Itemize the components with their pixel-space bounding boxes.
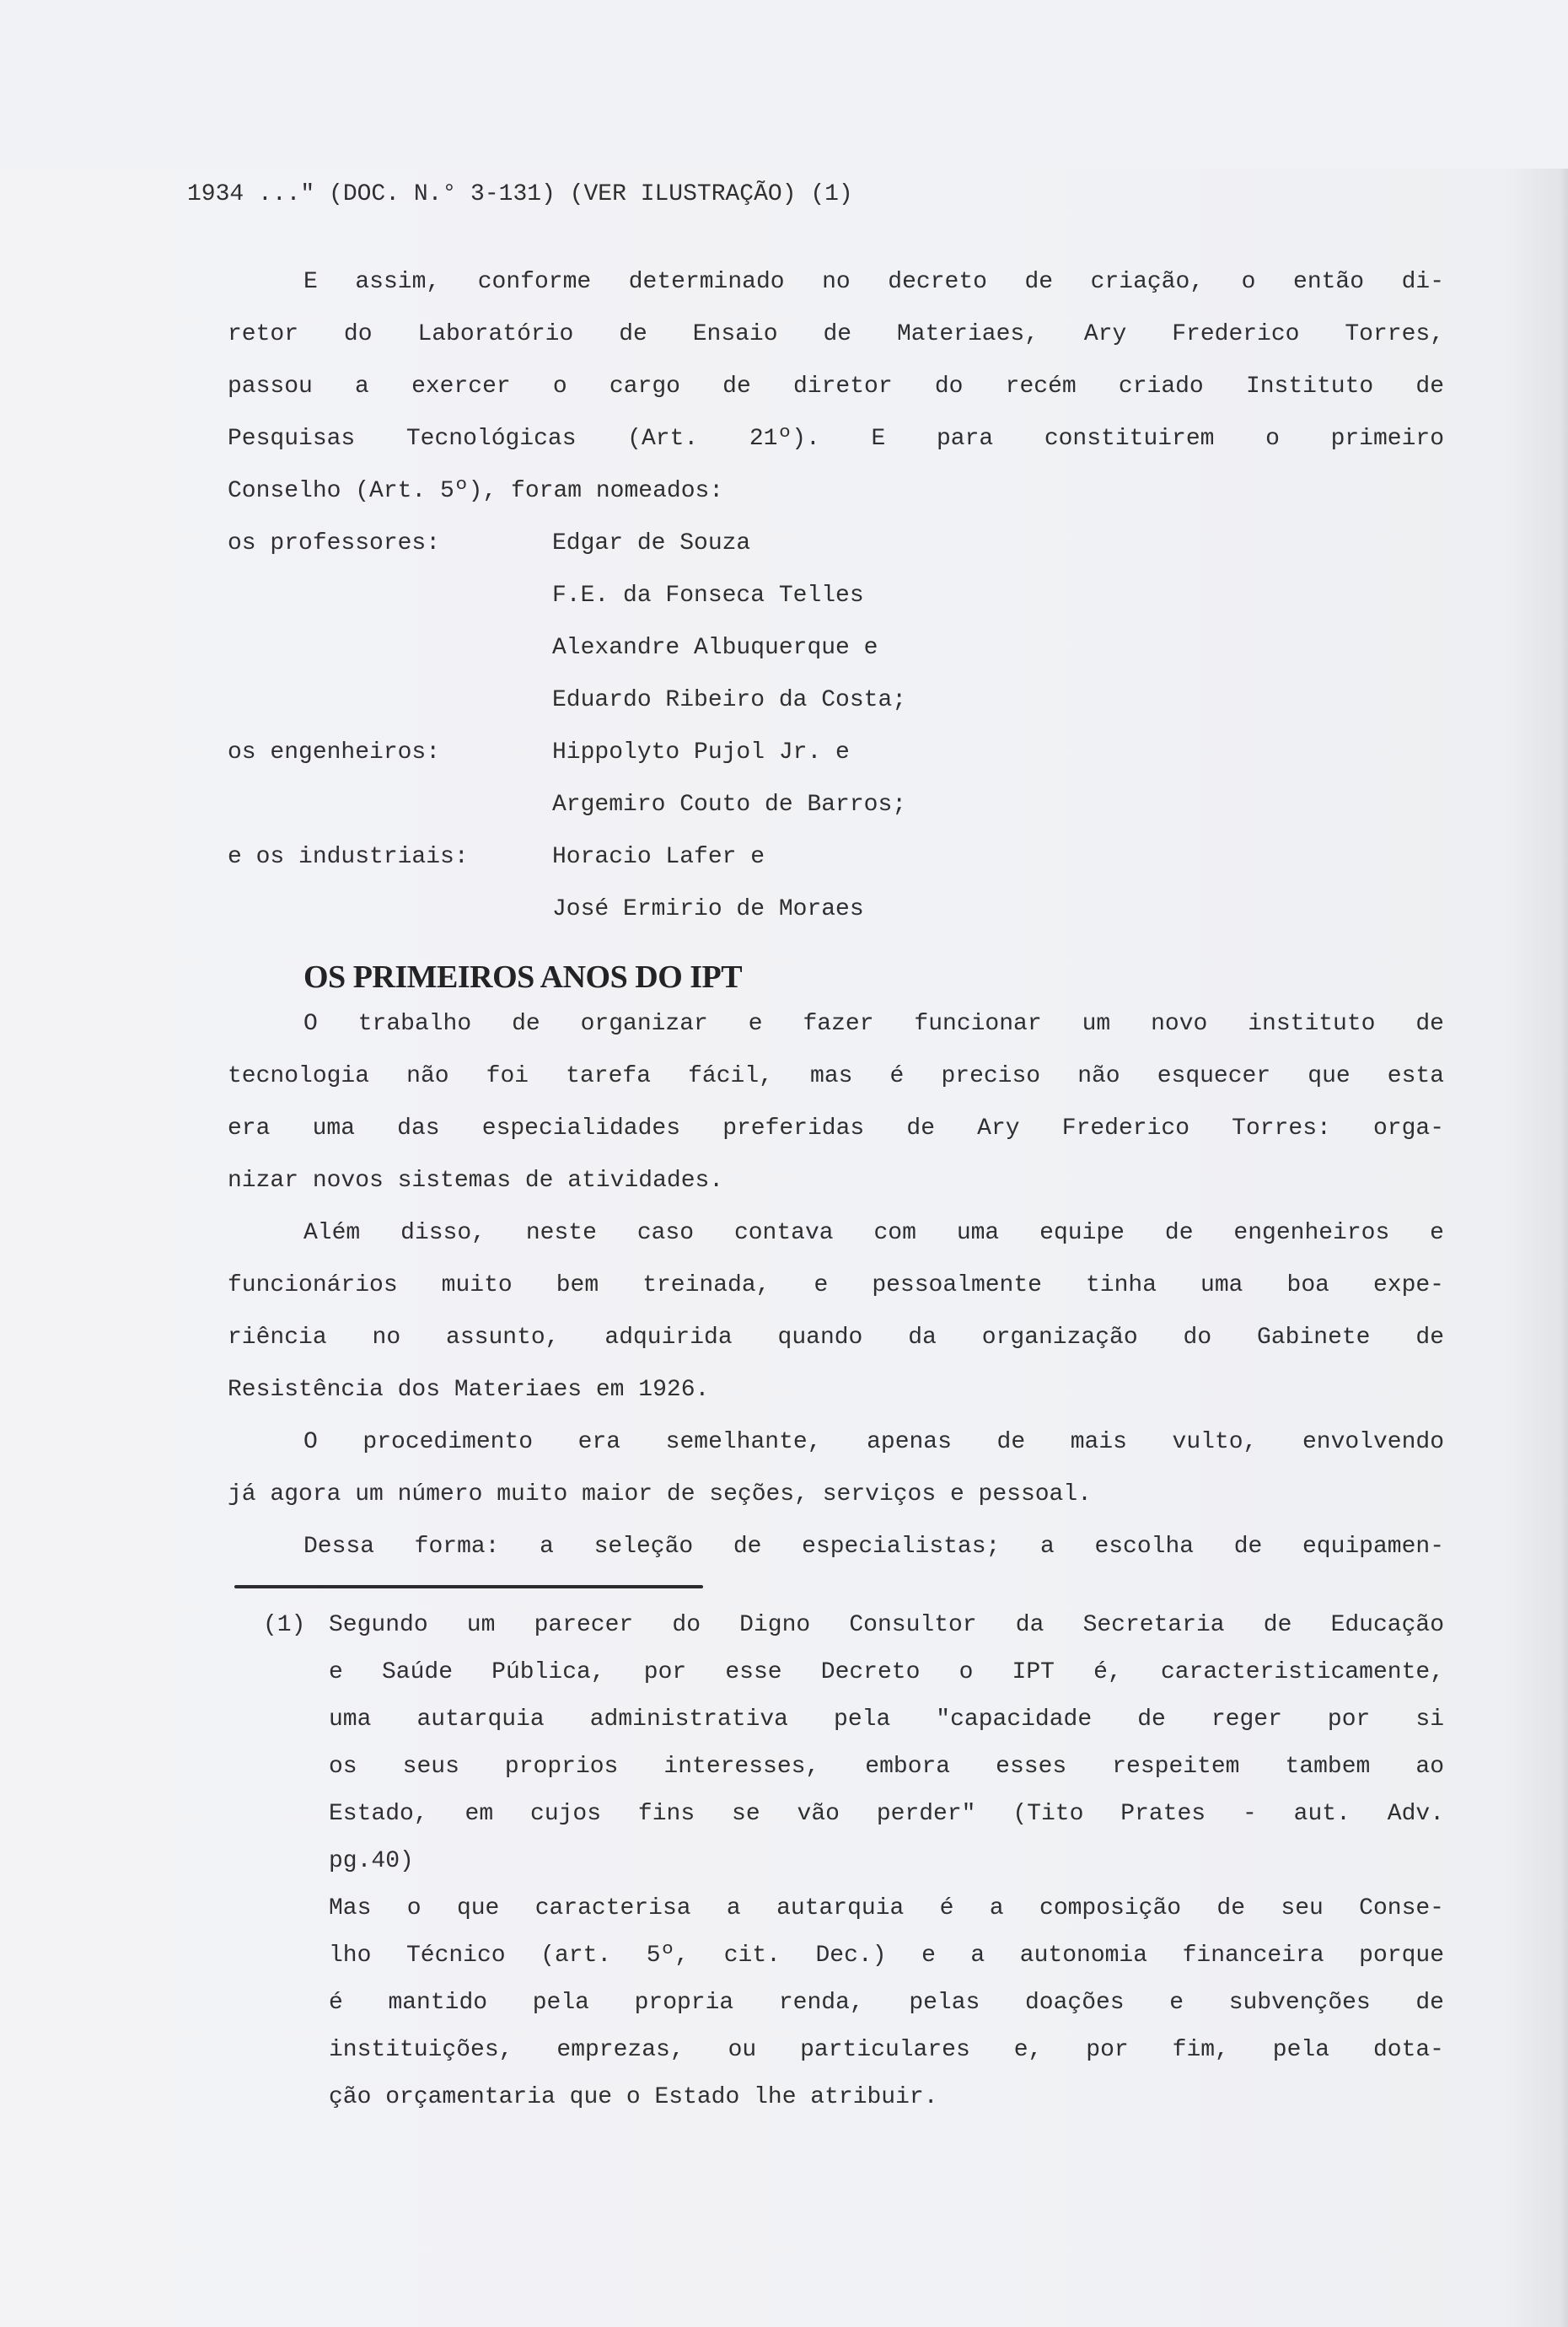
text-line: era uma das especialidades preferidas de Ary Frederico Torres: orga- bbox=[228, 1115, 1444, 1142]
text-line: retor do Laboratório de Ensaio de Materiaes, Ary Frederico Torres, bbox=[228, 321, 1444, 347]
council-row bbox=[228, 727, 1444, 779]
text-line: Pesquisas Tecnológicas (Art. 21º). E para constituirem o primeiro bbox=[228, 426, 1444, 452]
council-group-label bbox=[228, 674, 552, 727]
paragraph-first-years-3 bbox=[228, 1416, 1444, 1521]
text-line: instituições, emprezas, ou particulares e, por fim, pela dota- bbox=[329, 2037, 1444, 2063]
council-row bbox=[228, 831, 1444, 884]
text-line: E assim, conforme determinado no decreto de criação, o então di- bbox=[303, 269, 1444, 295]
council-group-label: os professores: bbox=[228, 530, 441, 556]
text-line: O procedimento era semelhante, apenas de mais vulto, envolvendo bbox=[303, 1429, 1444, 1455]
text-line: Estado, em cujos fins se vão perder" (Tito Prates - aut. Adv. bbox=[329, 1801, 1444, 1827]
text-line: lho Técnico (art. 5º, cit. Dec.) e a autonomia financeira porque bbox=[329, 1943, 1444, 1969]
text-line: pg.40) bbox=[329, 1848, 414, 1874]
council-row bbox=[228, 518, 1444, 570]
council-member-name: F.E. da Fonseca Telles bbox=[552, 583, 864, 609]
paragraph-first-years-4 bbox=[228, 1521, 1444, 1573]
council-row bbox=[228, 884, 1444, 936]
text-line: riência no assunto, adquirida quando da organização do Gabinete de bbox=[228, 1325, 1444, 1351]
footnote-lines bbox=[329, 1602, 1444, 2121]
council-group-label: e os industriais: bbox=[228, 844, 469, 870]
council-row bbox=[228, 570, 1444, 622]
text-line: tecnologia não foi tarefa fácil, mas é preciso não esquecer que esta bbox=[228, 1063, 1444, 1089]
footnote-separator-rule bbox=[234, 1585, 703, 1588]
council-group-label bbox=[228, 570, 552, 622]
text-line: Dessa forma: a seleção de especialistas; a escolha de equipamen- bbox=[303, 1534, 1444, 1560]
text-line: Mas o que caracterisa a autarquia é a composição de seu Conse- bbox=[329, 1895, 1444, 1921]
council-row bbox=[228, 674, 1444, 727]
text-line: já agora um número muito maior de seções, serviços e pessoal. bbox=[228, 1481, 1092, 1507]
council-group-label bbox=[228, 622, 552, 674]
council-group-label bbox=[228, 884, 552, 936]
text-line: e Saúde Pública, por esse Decreto o IPT é, caracteristicamente, bbox=[329, 1659, 1444, 1685]
text-line: ção orçamentaria que o Estado lhe atribuir. bbox=[329, 2084, 938, 2110]
text-line: é mantido pela propria renda, pelas doações e subvenções de bbox=[329, 1990, 1444, 2016]
text-line: os seus proprios interesses, embora esses respeitem tambem ao bbox=[329, 1754, 1444, 1780]
paragraph-decree bbox=[228, 256, 1444, 518]
council-member-name: Eduardo Ribeiro da Costa; bbox=[552, 687, 907, 713]
council-member-name: Edgar de Souza bbox=[552, 530, 751, 556]
council-group-label: os engenheiros: bbox=[228, 739, 441, 766]
section-heading: OS PRIMEIROS ANOS DO IPT bbox=[303, 959, 743, 995]
council-member-name: Hippolyto Pujol Jr. e bbox=[552, 739, 850, 766]
text-line: nizar novos sistemas de atividades. bbox=[228, 1168, 724, 1194]
paragraph-first-years-2 bbox=[228, 1207, 1444, 1416]
footnote-marker: (1) bbox=[263, 1612, 306, 1638]
text-line: funcionários muito bem treinada, e pessoalmente tinha uma boa expe- bbox=[228, 1272, 1444, 1298]
text-line: passou a exercer o cargo de diretor do recém criado Instituto de bbox=[228, 374, 1444, 400]
council-row bbox=[228, 779, 1444, 831]
text-line: Além disso, neste caso contava com uma equipe de engenheiros e bbox=[303, 1220, 1444, 1246]
text-line: Conselho (Art. 5º), foram nomeados: bbox=[228, 478, 724, 504]
quote-reference-line: 1934 ..." (DOC. N.° 3-131) (VER ILUSTRAÇÃO) (1) bbox=[187, 181, 853, 207]
text-line: Segundo um parecer do Digno Consultor da Secretaria de Educação bbox=[329, 1612, 1444, 1638]
council-group-label bbox=[228, 779, 552, 831]
council-member-name: José Ermirio de Moraes bbox=[552, 896, 864, 922]
paragraph-first-years-1 bbox=[228, 998, 1444, 1207]
council-members-list bbox=[228, 518, 1444, 936]
council-member-name: Horacio Lafer e bbox=[552, 844, 765, 870]
document-page bbox=[0, 169, 1568, 2327]
footnote bbox=[263, 1602, 1444, 2121]
text-line: O trabalho de organizar e fazer funcionar um novo instituto de bbox=[303, 1011, 1444, 1037]
council-member-name: Alexandre Albuquerque e bbox=[552, 635, 878, 661]
council-row bbox=[228, 622, 1444, 674]
text-line: Resistência dos Materiaes em 1926. bbox=[228, 1377, 710, 1403]
council-member-name: Argemiro Couto de Barros; bbox=[552, 792, 907, 818]
text-line: uma autarquia administrativa pela "capacidade de reger por si bbox=[329, 1706, 1444, 1733]
